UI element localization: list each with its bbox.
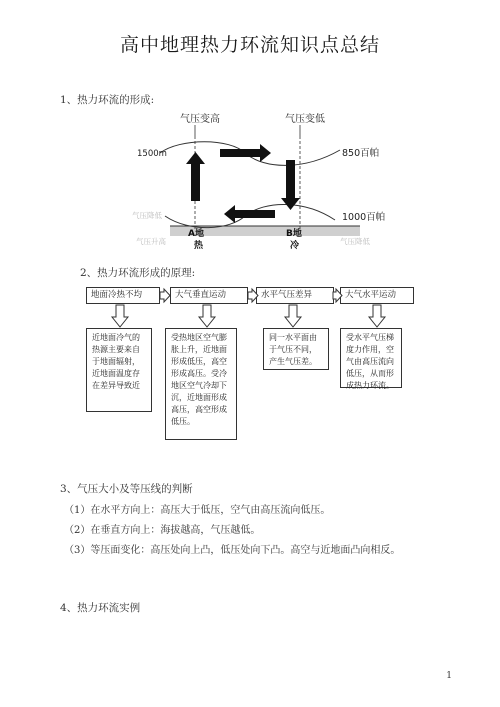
section-1-heading: 1、热力环流的形成: bbox=[60, 94, 155, 106]
upper-flow-arrow-head bbox=[260, 144, 271, 162]
flow-detail-horizontal-motion: 受水平气压梯度力作用，空气由高压流向低压，从而形成热力环流。 bbox=[340, 328, 402, 388]
document-title: 高中地理热力环流知识点总结 bbox=[119, 34, 380, 56]
rising-air-arrow-head bbox=[186, 152, 205, 164]
flow-detail-vertical-motion: 受热地区空气膨胀上升，近地面形成低压，高空形成高压。受冷地区空气冷却下沉，近地面形成高压，高空形成低压。 bbox=[165, 328, 237, 440]
label-ground-b: B地 bbox=[286, 229, 302, 239]
label-lower-isobar: 1000百帕 bbox=[342, 212, 386, 223]
label-ground-b-sub: 冷 bbox=[290, 241, 300, 251]
section-2-heading: 2、热力环流形成的原理: bbox=[80, 267, 196, 279]
section-3-heading: 3、气压大小及等压线的判断 bbox=[60, 483, 193, 495]
lower-flow-arrow-shaft bbox=[235, 210, 275, 218]
flow-detail-uneven-heating: 近地面冷气的热源主要来自于地面辐射，近地面温度存在差异导致近 bbox=[86, 328, 152, 412]
rule-isobar-shape: （3）等压面变化：高压处向上凸，低压处向下凸。高空与近地面凸向相反。 bbox=[64, 545, 401, 556]
flow-detail-pressure-difference: 同一水平面由于气压不同，产生气压差。 bbox=[263, 328, 329, 370]
right-arrow-3 bbox=[333, 289, 342, 302]
section-4-heading: 4、热力环流实例 bbox=[60, 602, 141, 614]
label-ground-a-sub: 热 bbox=[194, 241, 204, 251]
flow-box-vertical-motion: 大气垂直运动 bbox=[170, 287, 248, 304]
sinking-air-arrow-shaft bbox=[286, 160, 295, 198]
label-ground-a: A地 bbox=[188, 229, 204, 239]
label-pressure-high: 气压变高 bbox=[180, 114, 220, 125]
rising-air-arrow-shaft bbox=[191, 163, 200, 201]
down-arrow-4 bbox=[369, 305, 385, 327]
label-upper-isobar: 850百帕 bbox=[342, 148, 380, 159]
faint-label-left-mid: 气压降低 bbox=[132, 211, 162, 220]
flowchart-connectors bbox=[80, 287, 420, 332]
down-arrow-1 bbox=[112, 305, 128, 327]
faint-label-left-bottom: 气压升高 bbox=[136, 237, 166, 246]
lower-flow-arrow-head bbox=[224, 205, 235, 223]
faint-label-right-bottom: 气压降低 bbox=[340, 237, 370, 246]
rule-vertical: （2）在垂直方向上：海拔越高，气压越低。 bbox=[64, 525, 261, 536]
upper-flow-arrow-shaft bbox=[220, 149, 260, 157]
flow-box-uneven-heating: 地面冷热不均 bbox=[86, 287, 160, 304]
thermal-circulation-diagram bbox=[120, 108, 390, 260]
flow-box-pressure-difference: 水平气压差异 bbox=[256, 287, 334, 304]
right-arrow-1 bbox=[160, 289, 170, 302]
rule-horizontal: （1）在水平方向上：高压大于低压，空气由高压流向低压。 bbox=[64, 505, 331, 516]
flow-box-horizontal-motion: 大气水平运动 bbox=[340, 287, 414, 304]
label-pressure-low: 气压变低 bbox=[285, 114, 325, 125]
label-altitude: 1500m bbox=[137, 149, 167, 159]
down-arrow-2 bbox=[199, 305, 215, 327]
down-arrow-3 bbox=[285, 305, 301, 327]
page-number: 1 bbox=[446, 671, 452, 681]
right-arrow-2 bbox=[248, 289, 258, 302]
